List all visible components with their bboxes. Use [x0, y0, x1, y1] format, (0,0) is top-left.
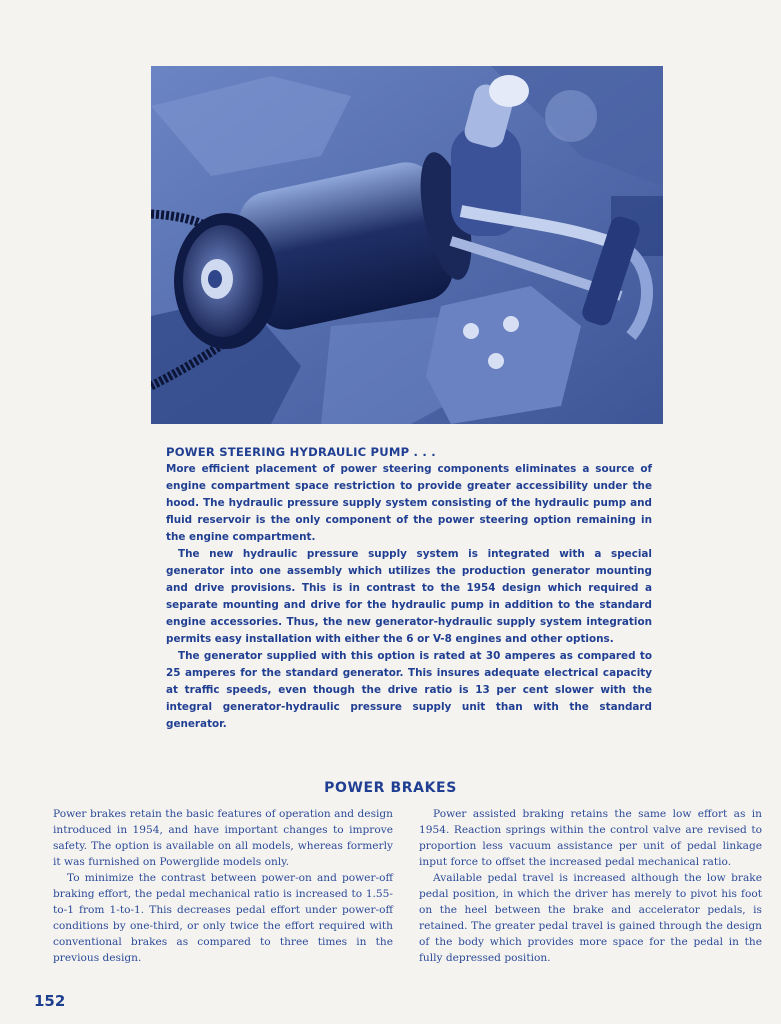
- body-paragraph: To minimize the contrast between power-on and power-off braking effort, the pedal mechanical ratio is increased to 1.55-to-1 from 1-to-1. This decreases pedal effort under power-off conditions by one-third, or only twice the effort required with conventional brakes as compared to three times in the previous design.: [53, 872, 393, 964]
- caption-title: POWER STEERING HYDRAULIC PUMP . . .: [166, 445, 436, 459]
- section-heading: POWER BRAKES: [324, 780, 457, 796]
- page-number: 152: [34, 992, 66, 1010]
- body-paragraph: Available pedal travel is increased although the low brake pedal position, in which the driver has merely to pivot his foot on the heel between the brake and accelerator pedals, is retained. The greater pedal travel is gained through the design of the body which provides more space for the pedal in the fully depressed position.: [419, 872, 762, 964]
- body-paragraph: Power assisted braking retains the same low effort as in 1954. Reaction springs within the control valve are revised to proportion less vacuum assistance per unit of pedal linkage input force to offset the increased pedal mechanical ratio.: [419, 808, 762, 868]
- caption-paragraph: More efficient placement of power steering components eliminates a source of engine compartment space restriction to provide greater accessibility under the hood. The hydraulic pressure supply system consisting of the hydraulic pump and fluid reservoir is the only component of the power steering option remaining in the engine compartment.: [166, 463, 652, 543]
- left-column: [53, 806, 393, 966]
- caption-paragraph: The generator supplied with this option is rated at 30 amperes as compared to 25 amperes for the standard generator. This insures adequate electrical capacity at traffic speeds, even though the drive ratio is 13 per cent slower with the integral generator-hydraulic pressure supply unit than with the standard generator.: [166, 650, 652, 730]
- photo-caption: [166, 444, 652, 733]
- caption-paragraph: The new hydraulic pressure supply system is integrated with a special generator into one assembly which utilizes the production generator mounting and drive provisions. This is in contrast to the 1954 design which required a separate mounting and drive for the hydraulic pump in addition to the standard engine accessories. Thus, the new generator-hydraulic supply system integration permits easy installation with either the 6 or V-8 engines and other options.: [166, 548, 652, 645]
- engine-photo: [151, 66, 663, 424]
- generator-pump-illustration: [151, 66, 663, 424]
- body-paragraph: Power brakes retain the basic features of operation and design introduced in 1954, and have important changes to improve safety. The option is available on all models, whereas formerly it was furnished on Powerglide models only.: [53, 808, 393, 868]
- right-column: [419, 806, 762, 966]
